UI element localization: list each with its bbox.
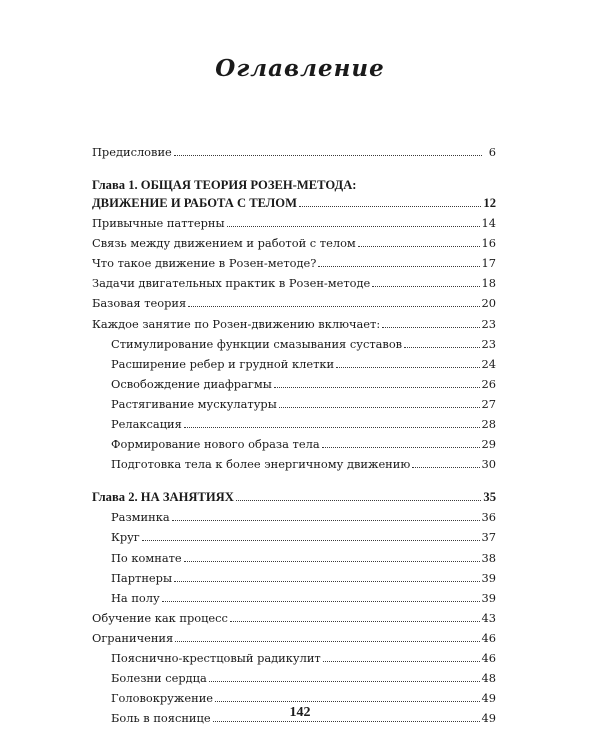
dot-leader [172, 511, 480, 521]
dot-leader [323, 652, 480, 662]
dot-leader [318, 257, 479, 267]
toc-entry-title: Предисловие [92, 146, 172, 159]
toc-entry-title: Задачи двигательных практик в Розен-методе [92, 277, 371, 291]
toc-entry-title: Что такое движение в Розен-методе? [92, 257, 317, 271]
toc-entry-page: 39 [481, 570, 496, 585]
toc-entry-title: Расширение ребер и грудной клетки [111, 357, 335, 371]
toc-entry-page: 23 [481, 336, 496, 351]
toc-entry-page: 12 [483, 196, 496, 210]
toc-entry-page: 37 [481, 530, 496, 545]
dot-leader [299, 197, 481, 207]
toc-entry-page: 35 [483, 490, 496, 505]
toc-subentry[interactable] [92, 652, 496, 665]
page-number: 142 [289, 705, 311, 720]
toc-entry-title: Подготовка тела к более энергичному движению [111, 458, 411, 472]
toc-subentry[interactable] [92, 552, 496, 565]
dot-leader [336, 358, 479, 368]
dot-leader [274, 378, 480, 388]
toc-entry-page: 20 [481, 296, 496, 311]
toc-entry-page: 49 [481, 691, 496, 706]
toc-entry-title: Разминка [111, 511, 170, 525]
toc-entry-page: 16 [481, 236, 496, 251]
toc-entry-page: 27 [481, 396, 496, 411]
toc-entry-title: По комнате [111, 551, 182, 565]
toc-subentry[interactable] [92, 511, 496, 524]
toc-entry-page: 23 [481, 316, 496, 331]
toc-entry-page: 26 [481, 376, 496, 391]
toc-entry-title: Базовая теория [92, 297, 187, 311]
toc-entry-page: 46 [481, 650, 496, 665]
toc-subentry[interactable] [92, 692, 496, 705]
toc-subentry[interactable] [92, 358, 496, 371]
dot-leader [215, 692, 479, 702]
dot-leader [372, 277, 479, 287]
dot-leader [184, 418, 480, 428]
toc-entry-title: Боль в пояснице [111, 712, 211, 726]
dot-leader [174, 146, 482, 156]
toc-entry-title: Освобождение диафрагмы [111, 377, 272, 391]
toc-entry-page: 38 [481, 550, 496, 565]
toc-entry-page: 36 [481, 510, 496, 525]
toc-entry-page: 46 [481, 630, 496, 645]
table-of-contents [92, 146, 496, 732]
toc-subentry[interactable] [92, 438, 496, 451]
toc-entry-page: 24 [481, 356, 496, 371]
toc-subentry[interactable] [92, 418, 496, 431]
dot-leader [174, 572, 479, 582]
toc-entry-title: ДВИЖЕНИЕ И РАБОТА С ТЕЛОМ [92, 197, 297, 210]
toc-entry-title: Головокружение [111, 692, 214, 706]
toc-entry-title: Релаксация [111, 418, 182, 432]
toc-entry[interactable] [92, 297, 496, 310]
toc-subentry[interactable] [92, 338, 496, 351]
dot-leader [209, 672, 480, 682]
toc-entry-title: Формирование нового образа тела [111, 438, 320, 452]
toc-entry-title: Привычные паттерны [92, 217, 225, 231]
toc-entry-title: Обучение как процесс [92, 611, 228, 625]
toc-entry-page: 14 [481, 216, 496, 231]
toc-subentry[interactable] [92, 572, 496, 585]
page-title: Оглавление [215, 55, 385, 82]
dot-leader [188, 297, 479, 307]
toc-entry-page: 43 [481, 610, 496, 625]
dot-leader [142, 531, 480, 541]
toc-subentry[interactable] [92, 592, 496, 605]
toc-subentry[interactable] [92, 672, 496, 685]
toc-subentry[interactable] [92, 378, 496, 391]
dot-leader [175, 632, 479, 642]
toc-entry-title: Растягивание мускулатуры [111, 397, 277, 411]
dot-leader [358, 237, 480, 247]
toc-entry[interactable] [92, 257, 496, 270]
toc-entry-preface[interactable] [92, 146, 496, 159]
chapter-1-title-line1[interactable]: Глава 1. ОБЩАЯ ТЕОРИЯ РОЗЕН-МЕТОДА: [92, 178, 357, 192]
toc-entry-title: Болезни сердца [111, 672, 207, 686]
toc-entry[interactable] [92, 277, 496, 290]
toc-entry-title: На полу [111, 591, 160, 605]
toc-entry-title: Партнеры [111, 571, 173, 585]
dot-leader [412, 458, 479, 468]
toc-entry-page: 29 [481, 437, 496, 452]
toc-entry-title: Круг [111, 531, 140, 545]
toc-subentry[interactable] [92, 458, 496, 471]
toc-entry-title: Пояснично-крестцовый радикулит [111, 651, 321, 665]
dot-leader [279, 398, 480, 408]
toc-entry-page: 48 [481, 671, 496, 686]
toc-entry[interactable] [92, 612, 496, 625]
toc-entry-page: 6 [488, 145, 496, 159]
toc-entry-title: Стимулирование функции смазывания суставов [111, 337, 403, 351]
toc-entry-chapter-2[interactable] [92, 491, 496, 504]
dot-leader [184, 552, 480, 562]
toc-entry-chapter-1[interactable] [92, 197, 496, 210]
toc-subentry[interactable] [92, 398, 496, 411]
toc-entry-title: Каждое занятие по Розен-движению включает: [92, 317, 381, 331]
dot-leader [230, 612, 480, 622]
toc-entry-page: 49 [481, 711, 496, 726]
toc-entry-page: 18 [481, 276, 496, 291]
dot-leader [322, 438, 480, 448]
dot-leader [227, 217, 480, 227]
dot-leader [162, 592, 480, 602]
toc-entry-title: Ограничения [92, 631, 174, 645]
toc-entry[interactable] [92, 632, 496, 645]
toc-entry-page: 28 [481, 417, 496, 432]
dot-leader [404, 338, 479, 348]
toc-entry[interactable] [92, 237, 496, 250]
dot-leader [236, 491, 482, 501]
toc-entry[interactable] [92, 217, 496, 230]
toc-entry[interactable] [92, 318, 496, 331]
toc-entry-page: 39 [481, 590, 496, 605]
toc-entry-title: Глава 2. НА ЗАНЯТИЯХ [92, 491, 234, 505]
toc-entry-title: Связь между движением и работой с телом [92, 237, 356, 251]
toc-entry-page: 17 [481, 256, 496, 271]
toc-subentry[interactable] [92, 531, 496, 544]
dot-leader [382, 318, 479, 328]
toc-entry-page: 30 [481, 457, 496, 472]
